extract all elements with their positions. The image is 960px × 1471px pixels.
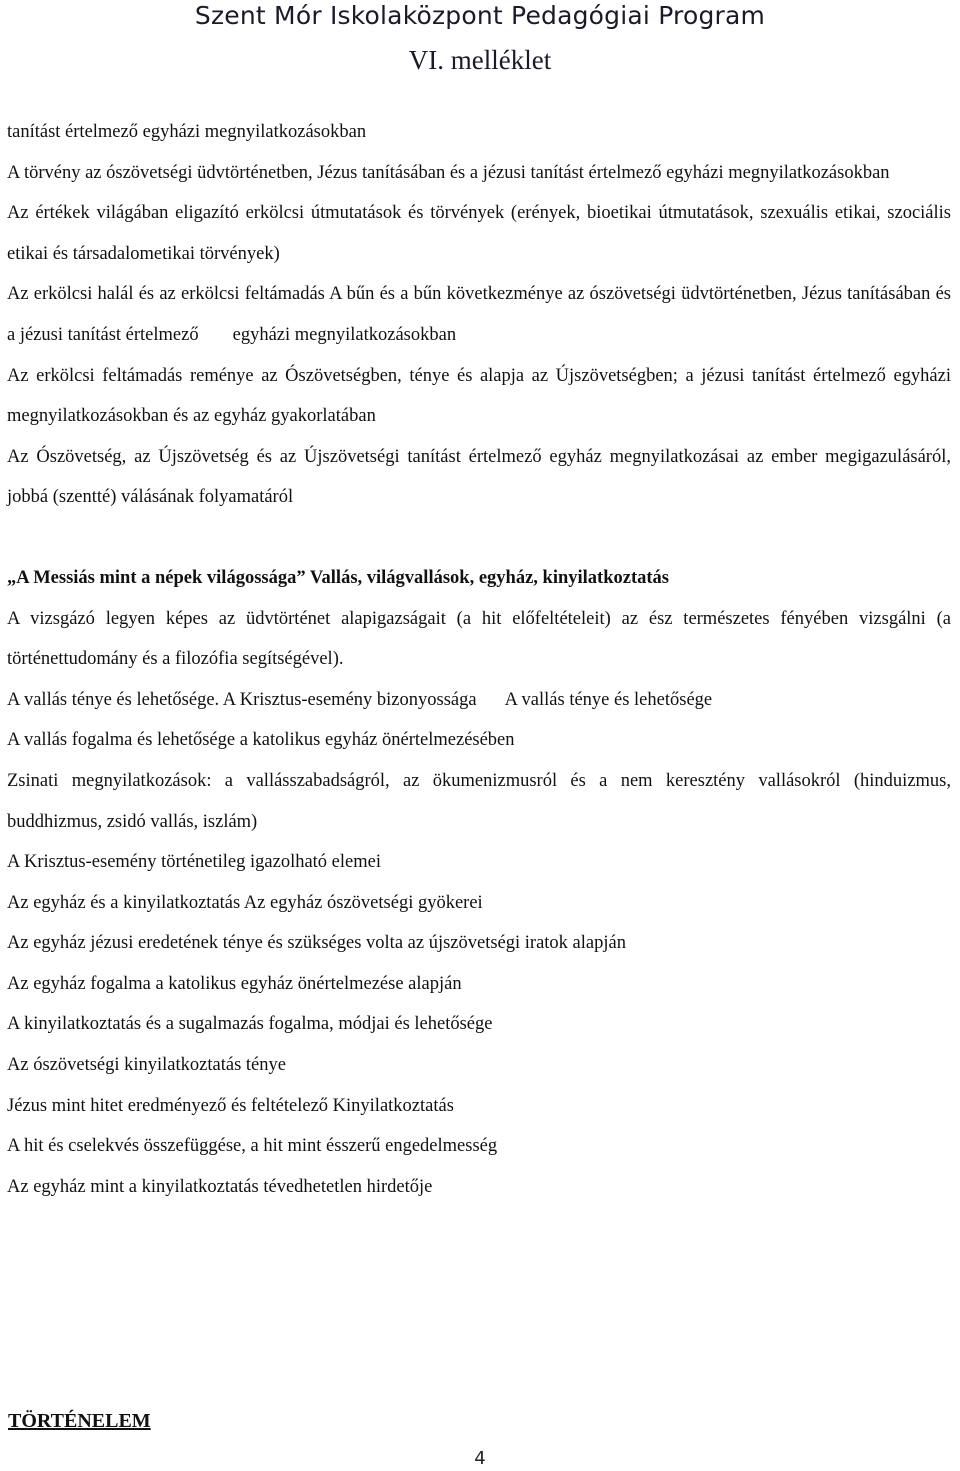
text-segment: A vallás ténye és lehetősége. A Krisztus-esemény bizonyossága (7, 689, 477, 710)
text-line: Az ószövetségi kinyilatkoztatás ténye (7, 1055, 286, 1076)
paragraph: Az értékek világában eligazító erkölcsi útmutatások és törvények (erények, bioetikai útmutatások, szexuális etikai, szociális etikai és társadalometikai törvények) (7, 203, 951, 264)
text-line: Az egyház mint a kinyilatkoztatás tévedhetetlen hirdetője (7, 1176, 433, 1197)
section-title: TÖRTÉNELEM (8, 1410, 151, 1432)
paragraph (7, 274, 951, 355)
text-line: Jézus mint hitet eredményező és feltételező Kinyilatkoztatás (7, 1095, 454, 1116)
text-line: Az egyház és a kinyilatkoztatás Az egyház ószövetségi gyökerei (7, 892, 483, 913)
text-line: Az egyház jézusi eredetének ténye és szükséges volta az újszövetségi iratok alapján (7, 933, 626, 954)
text-line: A vallás fogalma és lehetősége a katolikus egyház önértelmezésében (7, 730, 515, 751)
text-segment: A vallás ténye és lehetősége (504, 689, 713, 710)
paragraph: A vizsgázó legyen képes az üdvtörténet alapigazságait (a hit előfeltételeit) az ész természetes fényében vizsgálni (a történettudomány és a filozófia segítségével). (7, 608, 951, 670)
page-number: 4 (474, 1448, 486, 1469)
paragraph: Az Ószövetség, az Újszövetség és az Újszövetségi tanítást értelmező egyház megnyilatkozásai az ember megigazulásáról, jobbá (szentté) válásának folyamatáról (7, 446, 951, 508)
paragraph-text: egyházi megnyilatkozásokban (232, 324, 457, 345)
text-line (7, 680, 951, 721)
section-heading: „A Messiás mint a népek világossága” Vallás, világvallások, egyház, kinyilatkoztatás (7, 567, 669, 588)
paragraph: Zsinati megnyilatkozások: a vallásszabadságról, az ökumenizmusról és a nem keresztény vallásokról (hinduizmus, buddhizmus, zsidó vallás, iszlám) (7, 770, 951, 832)
document-body (7, 112, 951, 1207)
header-subtitle: VI. melléklet (408, 45, 552, 75)
text-line: A kinyilatkoztatás és a sugalmazás fogalma, módjai és lehetősége (7, 1014, 493, 1035)
text-line: A Krisztus-esemény történetileg igazolható elemei (7, 852, 381, 873)
paragraph-text: Az erkölcsi halál és az erkölcsi feltámadás A bűn és a bűn következménye az ószövetségi üdvtörténetben, Jézus tanításában és a jézusi tanítást értelmező (7, 284, 951, 345)
paragraph: Az erkölcsi feltámadás reménye az Ószövetségben, ténye és alapja az Újszövetségben; a jézusi tanítást értelmező egyházi megnyilatkozásokban és az egyház gyakorlatában (7, 365, 951, 427)
text-line: Az egyház fogalma a katolikus egyház önértelmezése alapján (7, 973, 462, 994)
text-line: tanítást értelmező egyházi megnyilatkozásokban (7, 122, 367, 142)
header-title: Szent Mór Iskolaközpont Pedagógiai Program (194, 1, 766, 30)
paragraph: A törvény az ószövetségi üdvtörténetben, Jézus tanításában és a jézusi tanítást értelmező egyházi megnyilatkozásokban (7, 162, 890, 183)
text-line: A hit és cselekvés összefüggése, a hit mint ésszerű engedelmesség (7, 1136, 498, 1157)
